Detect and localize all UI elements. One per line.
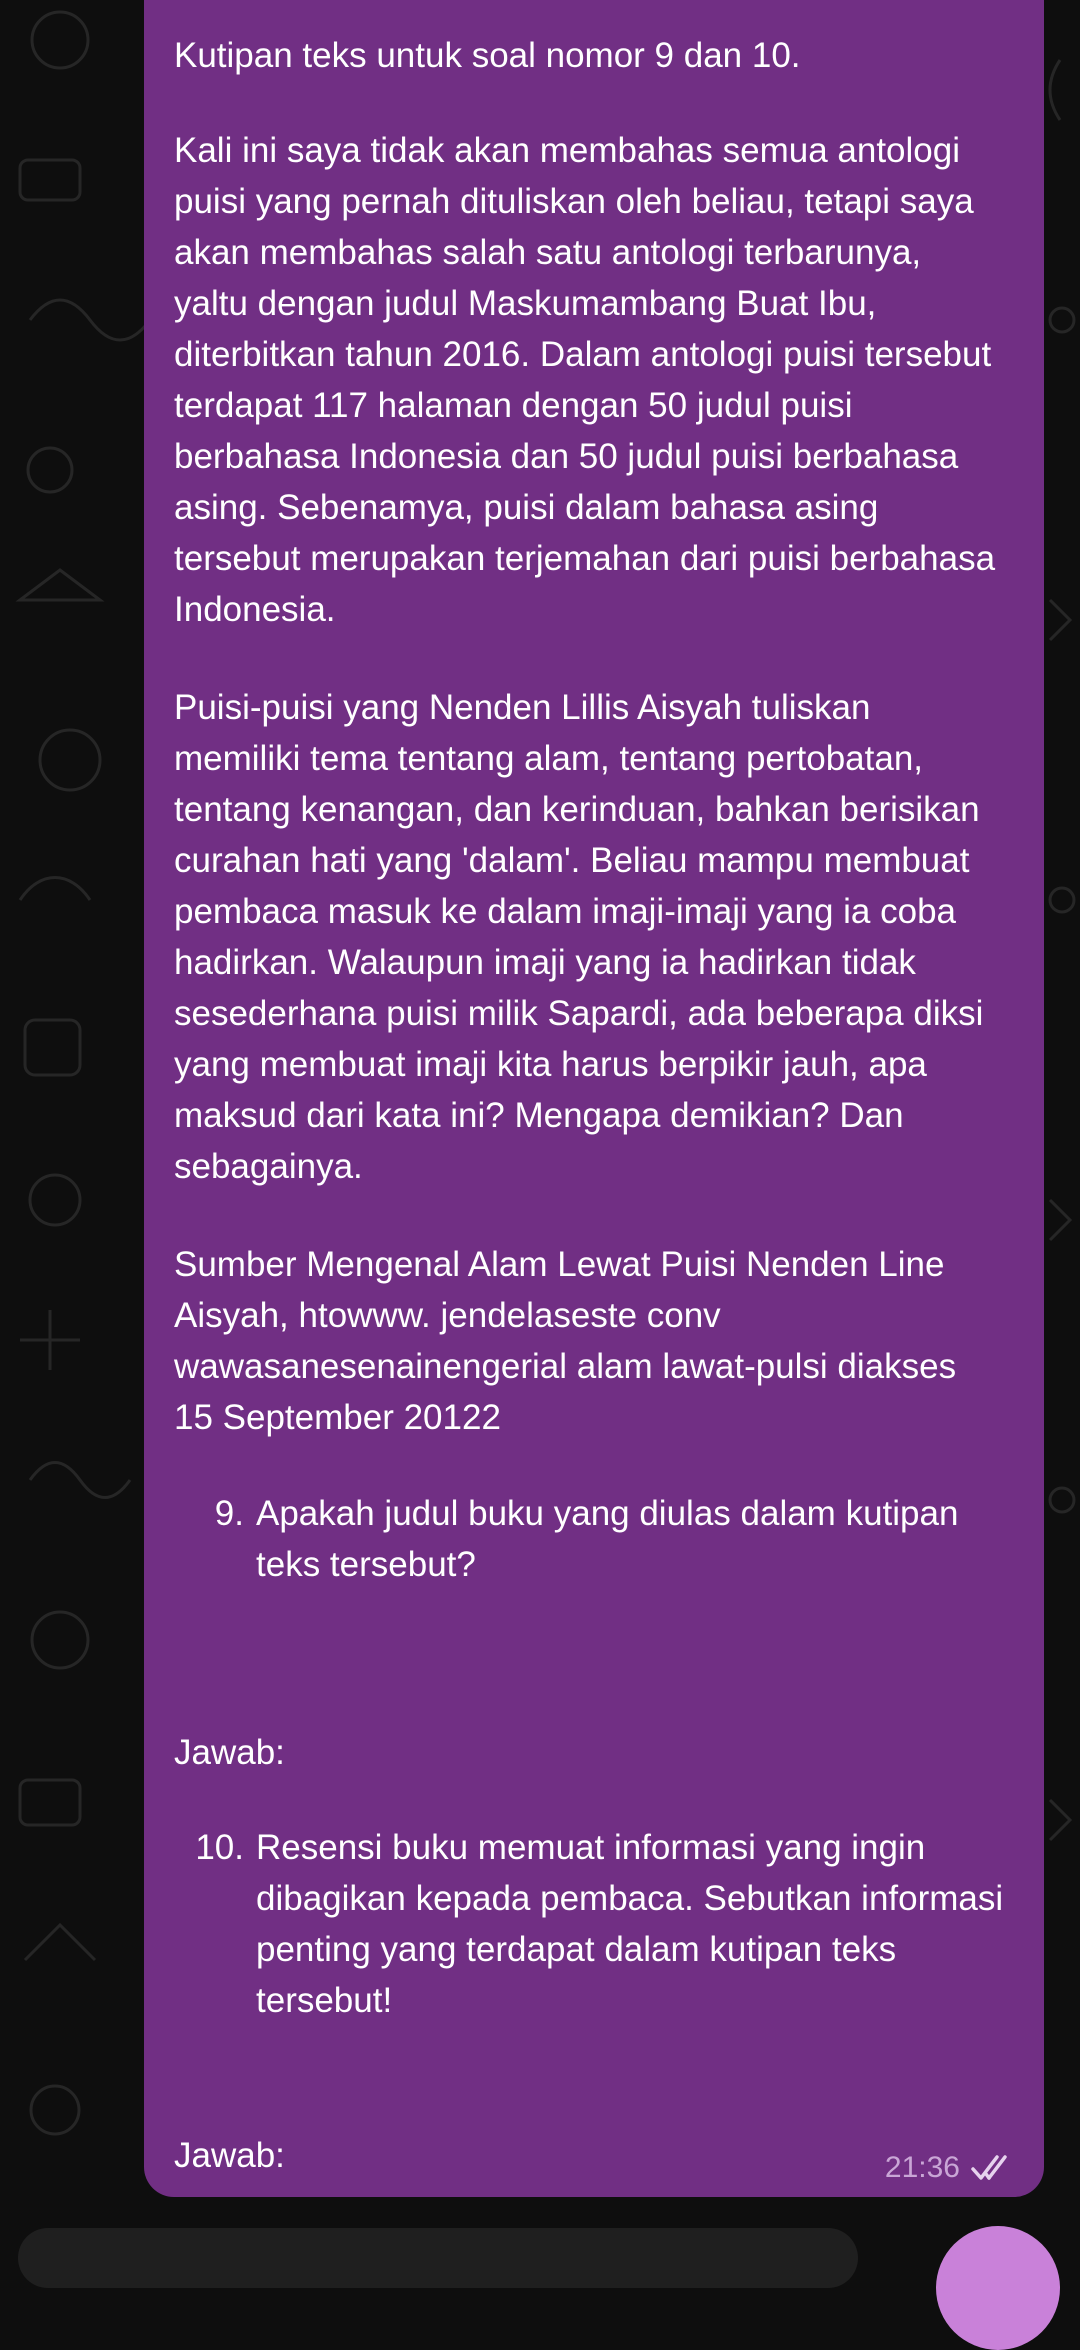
question-10 xyxy=(174,1822,1004,2026)
intro-text: Kutipan teks untuk soal nomor 9 dan 10. xyxy=(174,36,801,75)
excerpt-paragraph-2: Puisi-puisi yang Nenden Lillis Aisyah tuliskan memiliki tema tentang alam, tentang pertobatan, tentang kenangan, dan kerinduan, bahkan berisikan curahan hati yang 'dalam'. Beliau mampu membuat pembaca masuk ke dalam imaji-imaji yang ia coba hadirkan. Walaupun imaji yang ia hadirkan tidak sesederhana puisi milik Sapardi, ada beberapa diksi yang membuat imaji kita harus berpikir jauh, apa maksud dari kata ini? Mengapa demikian? Dan sebagainya. xyxy=(174,688,984,1186)
message-input-bar[interactable] xyxy=(18,2228,858,2288)
question-10-number: 10. xyxy=(195,1828,244,1867)
question-10-text: Resensi buku memuat informasi yang ingin dibagikan kepada pembaca. Sebutkan informasi penting yang terdapat dalam kutipan teks tersebut! xyxy=(256,1828,1004,2020)
question-9-text: Apakah judul buku yang diulas dalam kutipan teks tersebut? xyxy=(256,1494,959,1584)
question-9 xyxy=(174,1488,1004,1590)
answer-label-2: Jawab: xyxy=(174,2136,285,2175)
excerpt-paragraph-1: Kali ini saya tidak akan membahas semua antologi puisi yang pernah dituliskan oleh beliau, tetapi saya akan membahas salah satu antologi terbarunya, yaltu dengan judul Maskumambang Buat Ibu, diterbitkan tahun 2016. Dalam antologi puisi tersebut terdapat 117 halaman dengan 50 judul puisi berbahasa Indonesia dan 50 judul puisi berbahasa asing. Sebenamya, puisi dalam bahasa asing tersebut merupakan terjemahan dari puisi berbahasa Indonesia. xyxy=(174,131,996,629)
message-bubble[interactable] xyxy=(144,0,1044,2197)
double-check-icon xyxy=(970,2153,1018,2183)
send-button[interactable] xyxy=(936,2226,1060,2350)
answer-label-1: Jawab: xyxy=(174,1733,285,1772)
message-meta xyxy=(885,2151,1018,2185)
message-time: 21:36 xyxy=(884,2151,960,2184)
source-citation: Sumber Mengenal Alam Lewat Puisi Nenden Line Aisyah, htowww. jendelaseste conv wawasanesenainengerial alam lawat-pulsi diakses 15 September 20122 xyxy=(174,1245,957,1437)
question-9-number: 9. xyxy=(214,1494,244,1533)
